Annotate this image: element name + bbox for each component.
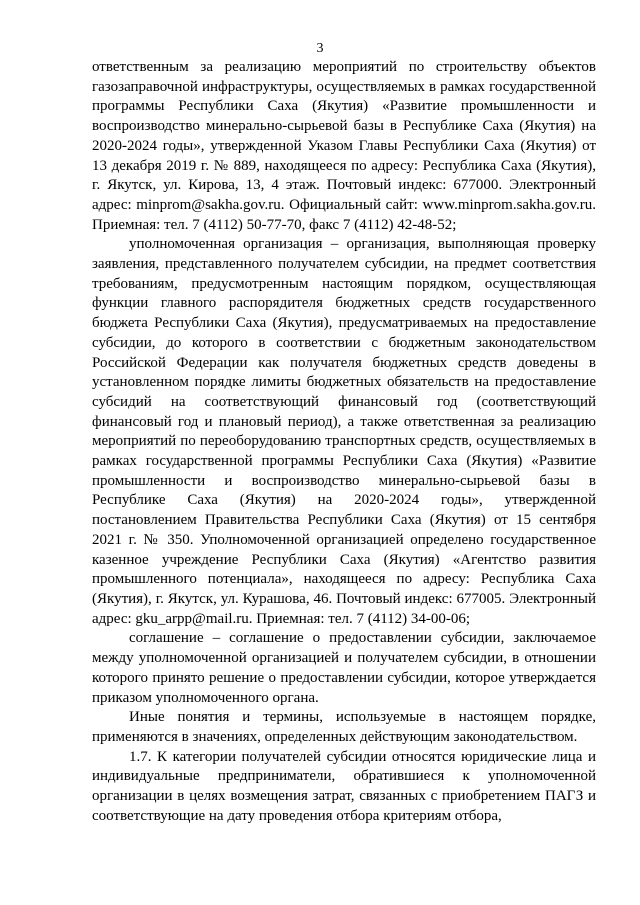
paragraph-agreement: соглашение – соглашение о предоставлении субсидии, заключаемое между уполномоченной организацией и получателем субсидии, в отношении которого принято решение о предоставлении субсидии, которое утверждается приказом уполномоченного органа. (92, 630, 596, 706)
paragraph-other-terms: Иные понятия и термины, используемые в настоящем порядке, применяются в значениях, определенных действующим законодательством. (92, 709, 596, 745)
page-number: 3 (316, 41, 324, 56)
paragraph-authorized-organization: уполномоченная организация – организация, выполняющая проверку заявления, представленного получателем субсидии, на предмет соответствия требованиям, предусмотренным настоящим порядком, осуществляющая функции главного распорядителя бюджетных средств государственного бюджета Республики Саха (Якутия), предусматриваемых на предоставление субсидии, до которого в соответствии с бюджетным законодательством Российской Федерации как получателя бюджетных средств доведены в установленном порядке лимиты бюджетных обязательств на предоставление субсидий на соответствующий финансовый год (соответствующий финансовый год и плановый период), а также ответственная за реализацию мероприятий по переоборудованию транспортных средств, осуществляемых в рамках государственной программы Республики Саха (Якутия) «Развитие промышленности и воспроизводство минерально-сырьевой базы в Республике Саха (Якутия) на 2020-2024 годы», утвержденной постановлением Правительства Республики Саха (Якутия) от 15 сентября 2021 г. № 350. Уполномоченной организацией определено государственное казенное учреждение Республики Саха (Якутия) «Агентство развития промышленного потенциала», находящееся по адресу: Республика Саха (Якутия), г. Якутск, ул. Курашова, 46. Почтовый индекс: 677005. Электронный адрес: gku_arpp@mail.ru. Приемная: тел. 7 (4112) 34-00-06; (92, 236, 596, 627)
document-body (92, 58, 596, 826)
paragraph-continuation: ответственным за реализацию мероприятий по строительству объектов газозаправочной инфраструктуры, осуществляемых в рамках государственной программы Республики Саха (Якутия) «Развитие промышленности и воспроизводство минерально-сырьевой базы в Республике Саха (Якутия) на 2020-2024 годы», утвержденной Указом Главы Республики Саха (Якутия) от 13 декабря 2019 г. № 889, находящееся по адресу: Республика Саха (Якутия), г. Якутск, ул. Кирова, 13, 4 этаж. Почтовый индекс: 677000. Электронный адрес: minprom@sakha.gov.ru. Официальный сайт: www.minprom.sakha.gov.ru. Приемная: тел. 7 (4112) 50-77-70, факс 7 (4112) 42-48-52; (92, 59, 596, 233)
paragraph-section-1-7: 1.7. К категории получателей субсидии относятся юридические лица и индивидуальные предприниматели, обратившиеся к уполномоченной организации в целях возмещения затрат, связанных с приобретением ПАГЗ и соответствующие на дату проведения отбора критериям отбора, (92, 748, 596, 824)
